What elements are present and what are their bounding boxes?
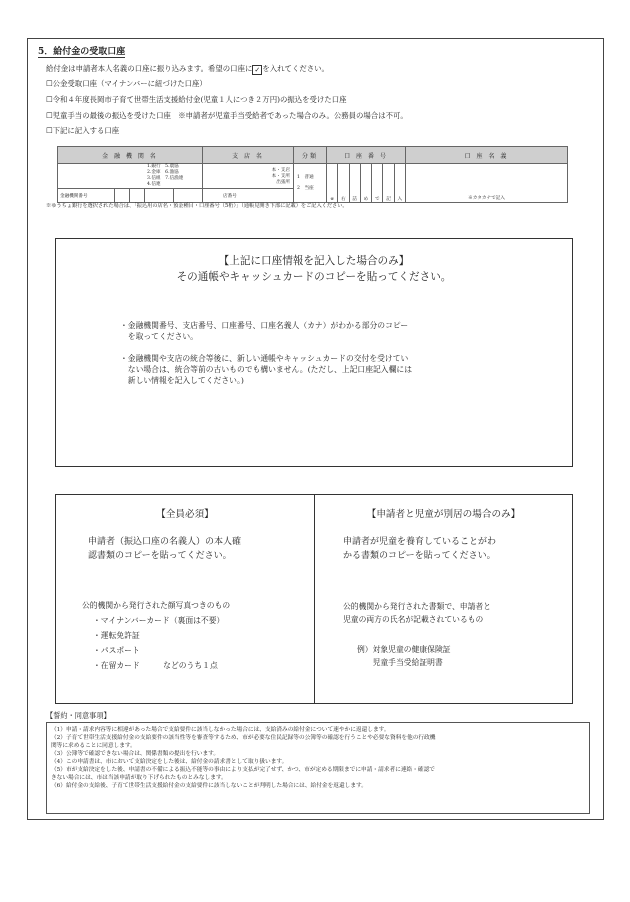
bank-code-digit-3[interactable]	[144, 189, 173, 203]
bank-code-digit-1[interactable]	[115, 189, 130, 203]
header-account-name: 口 座 名 義	[406, 147, 568, 164]
account-digit-5[interactable]: で	[372, 164, 383, 203]
bank-name-field[interactable]	[58, 164, 145, 189]
option-kokin-account[interactable]: ☐公金受取口座（マイナンバーに紐づけた口座）	[46, 79, 207, 88]
custody-box-lead: 申請者が児童を養育していることがわ かる書類のコピーを貼ってください。	[343, 537, 497, 561]
branch-code-field[interactable]: 店番号	[203, 189, 294, 203]
bank-code-label: 金融機関番号	[58, 189, 115, 203]
custody-copy-box	[314, 494, 573, 704]
account-digit-2[interactable]: 右	[338, 164, 349, 203]
oath-item-2: （2）子育て世帯生活支援給付金の支給要件の該当性等を審査等するため、市が必要な住民記録等の公簿等の確認を行うことや必要な資料を他の行政機	[51, 735, 436, 741]
account-digit-4[interactable]: め	[360, 164, 371, 203]
id-item-passport: ・パスポート	[93, 646, 140, 655]
bank-code-digit-2[interactable]	[129, 189, 144, 203]
header-class: 分類	[294, 147, 327, 164]
id-item-license: ・運転免許証	[93, 631, 140, 640]
oath-item-2-cont: 関等に求めることに同意します。	[51, 743, 136, 749]
id-box-lead: 申請者（振込口座の名義人）の本人確 認書類のコピーを貼ってください。	[88, 537, 242, 561]
section-title: 5．給付金の受取口座	[38, 47, 126, 57]
id-item-residence-card: ・在留カード などのうち１点	[93, 661, 218, 670]
oath-item-4: （4）この申請書は、市において支給決定をした後は、給付金の請求書として取り扱います。	[51, 759, 288, 765]
custody-box-body: 公的機関から発行された書類で、申請者と 児童の両方の氏名が記載されているもの	[343, 602, 491, 624]
intro-text: 給付金は申請者本人名義の口座に振り込みます。希望の口座に ✓ を入れてください。	[46, 64, 329, 74]
oath-title: 【誓約・同意事項】	[46, 711, 111, 720]
check-icon: ✓	[252, 65, 262, 75]
custody-box-title: 【申請者と児童が別居の場合のみ】	[366, 509, 521, 520]
option-new-account[interactable]: ☐下記に記入する口座	[46, 126, 120, 135]
id-item-mynumber: ・マイナンバーカード（裏面は不要）	[93, 616, 225, 625]
oath-item-5-cont: きない場合には、市は当該申請が取り下げられたものとみなします。	[51, 775, 227, 781]
option-child-allowance-account[interactable]: ☐児童手当の最後の振込を受けた口座 ※申請者が児童手当受給者であった場合のみ。公務員の場合は不可。	[46, 111, 408, 120]
oath-item-6: （6）給付金の支給後、子育て世帯生活支援給付金の支給要件に該当しないことが判明した場合には、給付金を返還します。	[51, 783, 367, 789]
header-account-number: 口 座 番 号	[327, 147, 406, 164]
branch-name-field[interactable]	[203, 164, 260, 189]
bank-code-digit-4[interactable]	[173, 189, 202, 203]
account-digit-3[interactable]: 詰	[349, 164, 360, 203]
custody-box-example: 例）対象児童の健康保険証 児童手当受給証明書	[357, 645, 451, 667]
id-copy-box	[55, 494, 315, 704]
oath-item-1: （1）申請・請求内容等に相違があった場合で支給要件に該当しなかった場合には、支給済みの給付金について速やかに返還します。	[51, 727, 390, 733]
account-class-options[interactable]: 1 普通 2 当座	[294, 164, 327, 203]
header-bank-name: 金 融 機 関 名	[58, 147, 203, 164]
passbook-box-subtitle: その通帳やキャッシュカードのコピーを貼ってください。	[176, 271, 452, 283]
id-box-title: 【全員必須】	[156, 509, 214, 520]
bank-type-options[interactable]: 1.銀行 5.農協 2.金庫 6.漁協 3.信組 7.信漁連 4.信連	[144, 164, 202, 189]
oath-item-5: （5）市が支給決定をした後、申請書の不備による振込不能等の事由により支払が完了せず、かつ、市が定める期限までに申請・請求者に連絡・確認で	[51, 767, 435, 773]
account-digit-7[interactable]: 入	[394, 164, 405, 203]
account-digit-1[interactable]: ※	[327, 164, 338, 203]
oath-item-3: （3）公簿等で確認できない場合は、関係書類の提出を行います。	[51, 751, 220, 757]
account-name-field[interactable]: ※カタカナで記入	[406, 164, 568, 203]
branch-type-options[interactable]: 本・支店 本・支所 出張所	[259, 164, 294, 189]
passbook-box-bullet-1: ・金融機関番号、支店番号、口座番号、口座名義人（カナ）がわかる部分のコピー を取ってください。	[120, 321, 409, 341]
id-box-body-head: 公的機関から発行された顔写真つきのもの	[82, 601, 231, 610]
passbook-box-bullet-2: ・金融機関や支店の統合等後に、新しい通帳やキャッシュカードの交付を受けてい ない場合は、統合等前の古いものでも構いません。(ただし、上記口座記入欄には 新しい情報を記入してください。)	[120, 354, 412, 385]
passbook-box-title: 【上記に口座情報を記入した場合のみ】	[218, 255, 410, 267]
passbook-copy-box	[55, 238, 573, 467]
option-r4-benefit-account[interactable]: ☐令和４年度長岡市子育て世帯生活支援給付金(児童１人につき２万円)の振込を受けた口座	[46, 95, 347, 104]
bank-account-table	[57, 146, 568, 203]
account-digit-6[interactable]: 記	[383, 164, 394, 203]
yucho-note: ※ゆうちょ銀行を選択された場合は、「振込用の店名・預金種目・口座番号（5桁）」（通帳見開き下部に記載）をご記入ください。	[46, 203, 348, 209]
id-box-items	[93, 613, 224, 673]
oath-list	[46, 722, 590, 814]
header-branch-name: 支 店 名	[203, 147, 294, 164]
